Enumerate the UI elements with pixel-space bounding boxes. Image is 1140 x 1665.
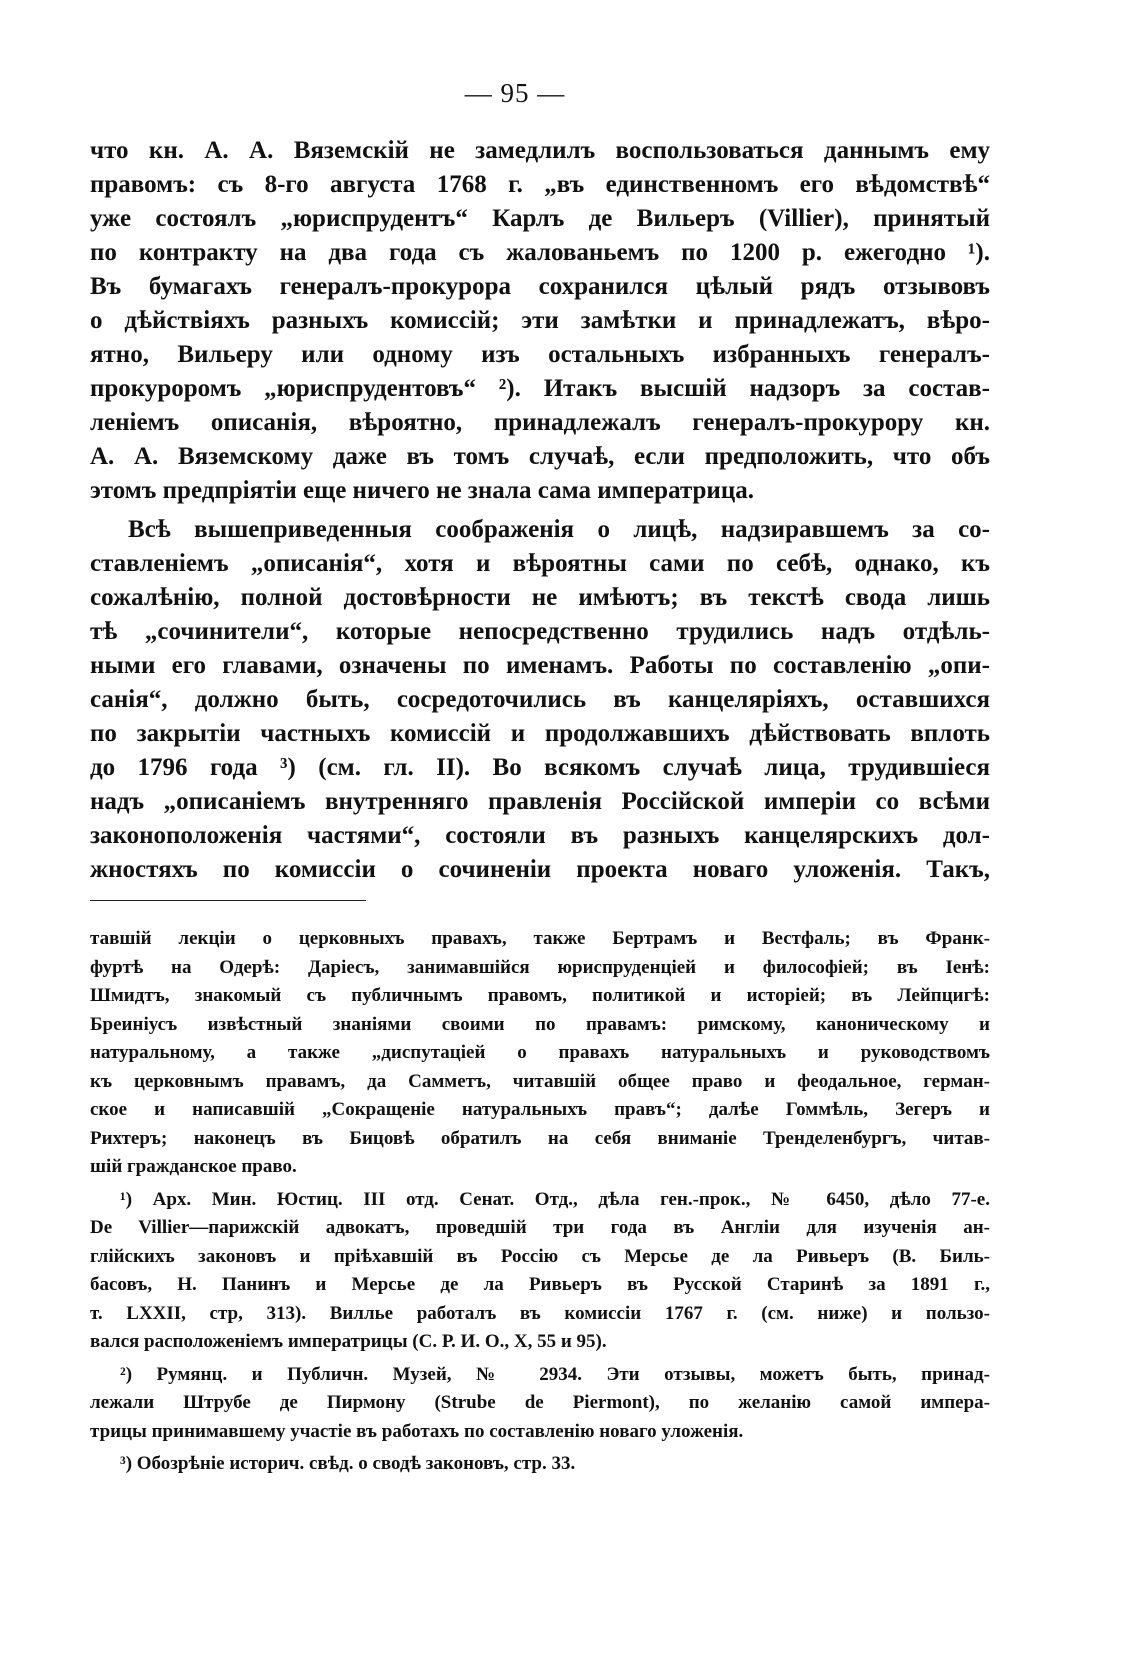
- text-line: сожалѣнію, полной достовѣрности не имѣютъ; въ текстѣ свода лишь: [90, 584, 990, 611]
- footnote-line: басовъ, Н. Панинъ и Мерсье де ла Ривьеръ въ Русской Старинѣ за 1891 г.,: [90, 1274, 990, 1295]
- text-line: законоположенія частями“, состояли въ разныхъ канцелярскихъ дол-: [90, 822, 990, 849]
- text-line: санія“, должно быть, сосредоточились въ канцеляріяхъ, оставшихся: [90, 686, 990, 713]
- text-line: до 1796 года ³) (см. гл. II). Во всякомъ случаѣ лица, трудившіеся: [90, 754, 990, 781]
- footnotes: [90, 925, 990, 1479]
- text-line: о дѣйствіяхъ разныхъ комиссій; эти замѣтки и принадлежатъ, вѣро-: [90, 307, 990, 334]
- paragraph: [90, 513, 990, 887]
- footnote-line: фуртѣ на Одерѣ: Даріесъ, занимавшійся юриспруденціей и философіей; въ Іенѣ:: [90, 956, 990, 978]
- footnote-2: [90, 1361, 990, 1447]
- footnote-line: глійскихъ законовъ и пріѣхавшій въ Россію съ Мерсье де ла Ривьеръ (В. Биль-: [90, 1245, 990, 1267]
- text-line: этомъ предпріятіи еще ничего не знала сама императрица.: [90, 477, 754, 504]
- text-line: А. А. Вяземскому даже въ томъ случаѣ, если предположить, что объ: [90, 443, 990, 470]
- paragraph: [90, 134, 990, 508]
- footnote-line: ское и написавшій „Сокращеніе натуральныхъ правъ“; далѣе Гоммѣль, Зегеръ и: [90, 1099, 990, 1120]
- footnote-line: ³) Обозрѣніе историч. свѣд. о сводѣ законовъ, стр. 33.: [120, 1453, 576, 1474]
- footnote-line: шій гражданское право.: [90, 1156, 297, 1177]
- footnote-line: тавшій лекціи о церковныхъ правахъ, также Бертрамъ и Вестфаль; въ Франк-: [90, 928, 990, 949]
- footnote-line: ¹) Арх. Мин. Юстиц. III отд. Сенат. Отд., дѣла ген.-прок., № 6450, дѣло 77-е.: [120, 1188, 990, 1210]
- footnote-continuation: [90, 925, 990, 1182]
- text-line: надъ „описаніемъ внутренняго правленія Россійской имперіи со всѣми: [90, 788, 990, 815]
- text-line: уже состоялъ „юриспрудентъ“ Карлъ де Вильеръ (Villier), принятый: [90, 205, 990, 232]
- page-number: — 95 —: [464, 78, 566, 108]
- text-line: ставленіемъ „описанія“, хотя и вѣроятны сами по себѣ, однако, къ: [90, 550, 990, 577]
- text-line: прокуроромъ „юриспрудентовъ“ ²). Итакъ высшій надзоръ за состав-: [90, 375, 990, 402]
- footnote-line: т. LXXII, стр, 313). Виллье работалъ въ комиссіи 1767 г. (см. ниже) и пользо-: [90, 1302, 990, 1324]
- footnote-line: ²) Румянц. и Публичн. Музей, № 2934. Эти отзывы, можетъ быть, принад-: [120, 1363, 990, 1385]
- text-line: правомъ: съ 8-го августа 1768 г. „въ единственномъ его вѣдомствѣ“: [90, 171, 990, 198]
- footnote-line: къ церковнымъ правамъ, да Самметъ, читавшій общее право и феодальное, герман-: [90, 1070, 990, 1092]
- footnote-3: [90, 1450, 990, 1479]
- text-line: по контракту на два года съ жалованьемъ по 1200 р. ежегодно ¹).: [90, 239, 990, 266]
- footnote-line: натуральному, а также „диспутаціей о правахъ натуральныхъ и руководствомъ: [90, 1042, 990, 1063]
- footnote-line: Бреиніусъ извѣстный знаніями своими по правамъ: римскому, каноническому и: [90, 1013, 990, 1035]
- text-line: что кн. А. А. Вяземскій не замедлилъ воспользоваться даннымъ ему: [90, 137, 990, 164]
- footnote-line: лежали Штрубе де Пирмону (Strube de Piermont), по желанію самой импера-: [90, 1392, 990, 1413]
- text-line: леніемъ описанія, вѣроятно, принадлежалъ генералъ-прокурору кн.: [90, 409, 990, 436]
- footnote-line: De Villier—парижскій адвокатъ, проведшій три года въ Англіи для изученія ан-: [90, 1217, 990, 1238]
- text-line: Въ бумагахъ генералъ-прокурора сохранился цѣлый рядъ отзывовъ: [90, 273, 990, 300]
- text-line: жностяхъ по комиссіи о сочиненіи проекта новаго уложенія. Такъ,: [90, 856, 990, 883]
- text-line: по закрытіи частныхъ комиссій и продолжавшихъ дѣйствовать вплоть: [90, 720, 990, 747]
- text-line: ятно, Вильеру или одному изъ остальныхъ избранныхъ генералъ-: [90, 341, 990, 368]
- text-line: тѣ „сочинители“, которые непосредственно трудились надъ отдѣль-: [90, 618, 990, 645]
- main-text: [90, 134, 990, 887]
- footnote-1: [90, 1186, 990, 1357]
- footnote-line: Рихтеръ; наконецъ въ Бицовѣ обратилъ на себя вниманіе Тренделенбургъ, читав-: [90, 1127, 990, 1149]
- text-line: Всѣ вышеприведенныя соображенія о лицѣ, надзиравшемъ за со-: [128, 516, 990, 543]
- footnote-line: Шмидтъ, знакомый съ публичнымъ правомъ, политикой и исторіей; въ Лейпцигѣ:: [90, 985, 990, 1006]
- text-line: ными его главами, означены по именамъ. Работы по составленію „опи-: [90, 652, 990, 679]
- footnote-divider: [90, 900, 366, 901]
- footnote-line: вался расположеніемъ императрицы (С. Р. И. О., X, 55 и 95).: [90, 1331, 607, 1352]
- footnote-line: трицы принимавшему участіе въ работахъ по составленію новаго уложенія.: [90, 1420, 744, 1442]
